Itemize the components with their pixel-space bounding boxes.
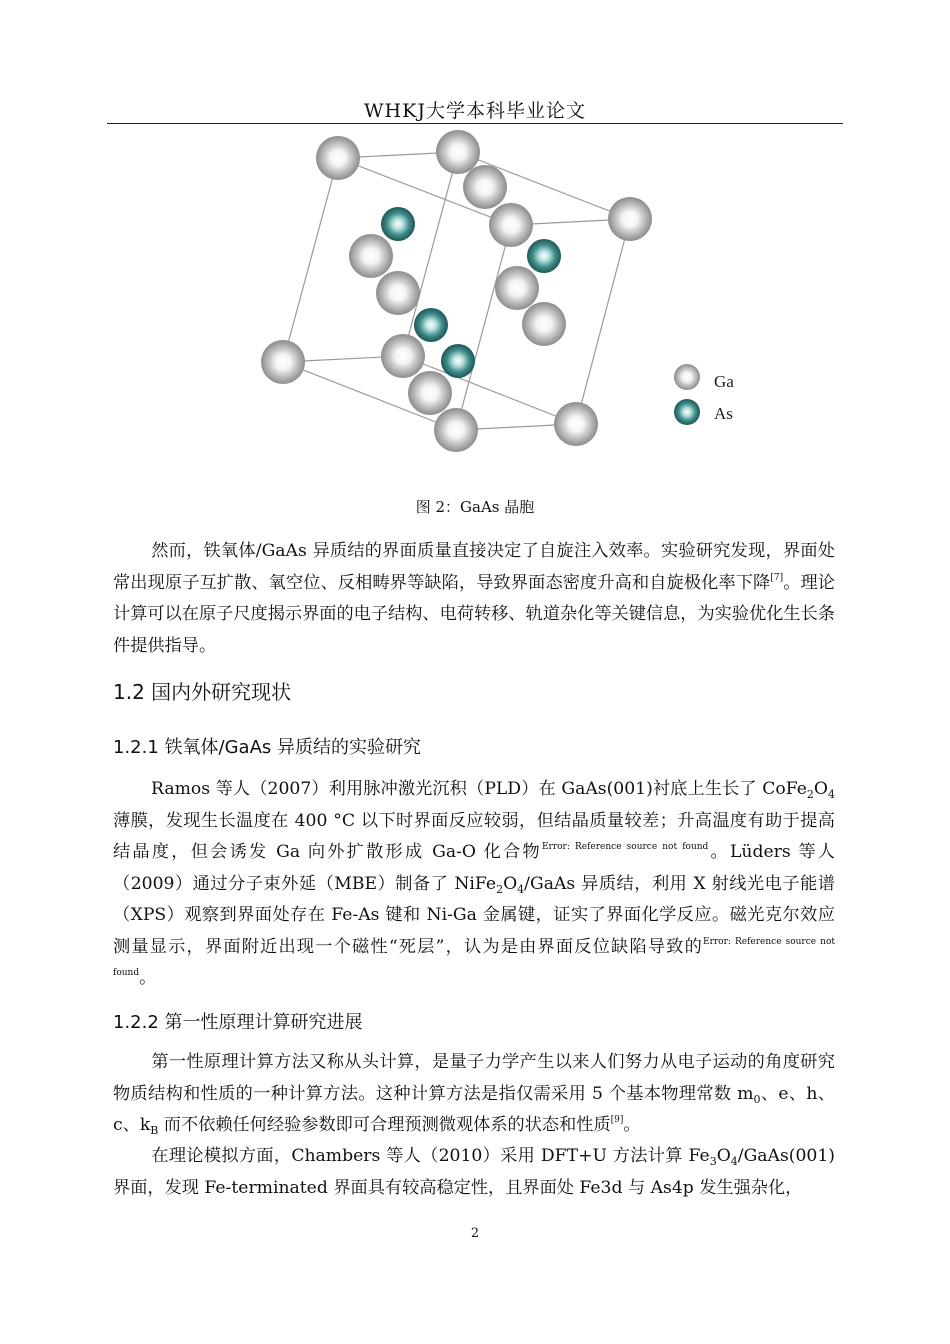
ga-atom (434, 408, 478, 452)
page-header: WHKJ大学本科毕业论文 (364, 100, 586, 122)
ga-atom (463, 165, 507, 209)
ga-atom (381, 334, 425, 378)
ga-atom (495, 266, 539, 310)
ga-atom (261, 340, 305, 384)
as-atom (414, 308, 448, 342)
citation-error: Error: Reference source not found (113, 936, 835, 978)
ga-atom (408, 371, 452, 415)
legend-ga-label: Ga (714, 372, 734, 391)
section-heading-1-2-1: 1.2.1 铁氧体/GaAs 异质结的实验研究 (113, 737, 421, 758)
as-atom (381, 207, 415, 241)
gaas-unit-cell-figure (240, 125, 760, 465)
legend-as-label: As (714, 404, 733, 423)
ga-atom (316, 136, 360, 180)
as-atom (527, 239, 561, 273)
page-number: 2 (470, 1226, 480, 1241)
atoms (261, 130, 652, 452)
legend-as-swatch (674, 399, 700, 425)
paragraph-3: 第一性原理计算方法又称从头计算，是量子力学产生以来人们努力从电子运动的角度研究物质结构和性质的一种计算方法。这种计算方法是指仅需采用 5 个基本物理常数 $m_0$、e、h、c、$k_B$ 而不依赖任何经验参数即可合理预测微观体系的状态和性质[9]。 (113, 1052, 835, 1137)
paragraph-4: 在理论模拟方面，Chambers 等人（2010）采用 DFT+U 方法计算 $Fe_3O_4/GaAs(001)$界面，发现 Fe-terminated 界面具有较高稳定性，且界面处 Fe3d 与 As4p 发生强杂化， (113, 1146, 835, 1198)
figure-legend (674, 364, 734, 425)
section-heading-1-2-2: 1.2.2 第一性原理计算研究进展 (113, 1012, 363, 1033)
citation-error: Error: Reference source not found (541, 842, 709, 852)
ga-atom (489, 203, 533, 247)
paragraph-1: 然而，铁氧体/GaAs 异质结的界面质量直接决定了自旋注入效率。实验研究发现，界面处常出现原子互扩散、氧空位、反相畴界等缺陷，导致界面态密度升高和自旋极化率下降[7]。理论计算可以在原子尺度揭示界面的电子结构、电荷转移、轨道杂化等关键信息，为实验优化生长条件提供指导。 (113, 541, 835, 656)
ga-atom (436, 130, 480, 174)
paragraph-2: Ramos 等人（2007）利用脉冲激光沉积（PLD）在 GaAs(001)衬底上生长了 $CoFe_2O_4$ 薄膜，发现生长温度在 400 °C 以下时界面反应较弱，但结晶质量较差；升高温度有助于提高结晶度，但会诱发 Ga 向外扩散形成 Ga-O 化合物$^{Error: Reference source not found}$。Lüders 等人（2009）通过分子束外延（MBE）制备了 $NiFe_2O_4$/GaAs 异质结，利用 X 射线光电子能谱（XPS）观察到界面处存在 Fe-As 键和 Ni-Ga 金属键，证实了界面化学反应。磁光克尔效应测量显示，界面附近出现一个磁性“死层”，认为是由界面反位缺陷导致的$^{Error: Reference source not found}$。 (113, 779, 835, 988)
citation: [9] (610, 1115, 624, 1125)
ga-atom (608, 197, 652, 241)
legend-ga-swatch (674, 364, 700, 390)
citation: [7] (770, 572, 784, 583)
section-heading-1-2: 1.2 国内外研究现状 (113, 680, 292, 704)
ga-atom (522, 302, 566, 346)
ga-atom (376, 271, 420, 315)
cell-edges (283, 152, 630, 430)
figure-caption: 图 2：GaAs 晶胞 (415, 498, 535, 516)
header-rule (107, 123, 843, 124)
as-atom (441, 344, 475, 378)
ga-atom (349, 234, 393, 278)
ga-atom (554, 402, 598, 446)
